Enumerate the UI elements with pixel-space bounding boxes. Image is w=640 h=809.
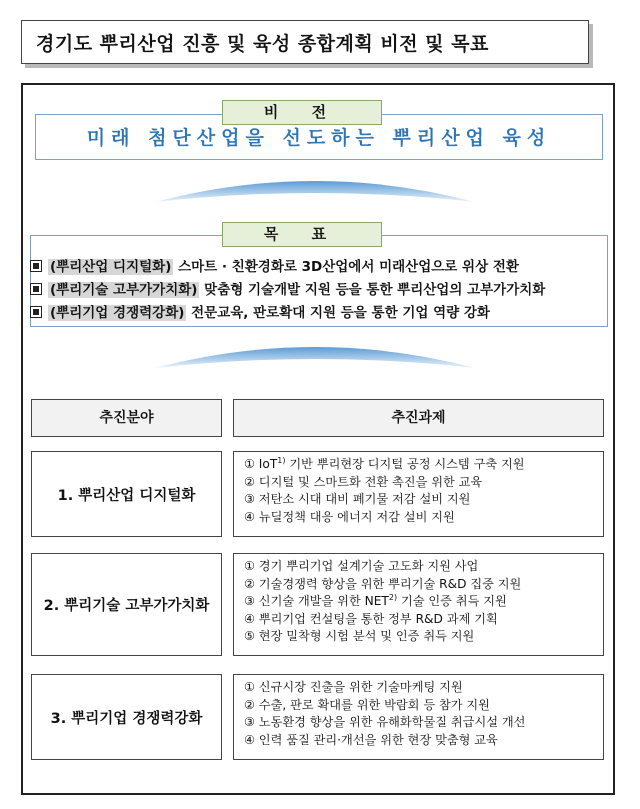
task-item: ④ 인력 품질 관리·개선을 위한 현장 맞춤형 교육 (244, 732, 498, 747)
goal-tag: (뿌리산업 디지털화) (50, 259, 172, 275)
area-high-value: 2. 뿌리기술 고부가가치화 (31, 553, 222, 656)
tasks-digital (233, 451, 604, 537)
bullet-square-icon (30, 260, 42, 272)
page-title: 경기도 뿌리산업 진흥 및 육성 종합계획 비전 및 목표 (21, 20, 589, 64)
vision-label-overlay: 비 전 (222, 100, 382, 125)
up-arrow-icon (155, 334, 475, 368)
task-item: ③ 노동환경 향상을 위한 유해화학물질 취급시설 개선 (244, 715, 526, 729)
task-item: ① 신규시장 진출을 위한 기술마케팅 지원 (244, 680, 463, 694)
area-competitiveness: 3. 뿌리기업 경쟁력강화 (31, 674, 222, 760)
task-item: ② 디지털 및 스마트화 전환 촉진을 위한 교육 (244, 474, 483, 489)
tasks-high-value (233, 553, 604, 656)
goal-tag: (뿌리기업 경쟁력강화) (50, 305, 185, 321)
goal-item (30, 301, 490, 321)
goal-text: 전문교육, 판로확대 지원 등을 통한 기업 역량 강화 (186, 305, 490, 321)
task-item: ⑤ 현장 밀착형 시험 분석 및 인증 취득 지원 (244, 629, 475, 643)
task-item: ① IoT$^{1)}$ 기반 뿌리현장 디지털 공정 시스템 구축 지원 (244, 455, 525, 471)
header-tasks: 추진과제 (233, 399, 604, 437)
task-item: ④ 뿌리기업 컨설팅을 통한 정부 R&D 과제 기획 (244, 611, 498, 626)
goal-item (30, 255, 519, 275)
task-item: ② 수출, 판로 확대를 위한 박람회 등 참가 지원 (244, 697, 490, 712)
task-item: ① 경기 뿌리기업 설계기술 고도화 지원 사업 (244, 559, 479, 573)
goal-item (30, 278, 545, 298)
task-item: ② 기술경쟁력 향상을 위한 뿌리기술 R&D 집중 지원 (244, 576, 522, 591)
goal-tag: (뿌리기술 고부가가치화) (50, 282, 198, 298)
task-item: ③ 신기술 개발을 위한 NET$^{2)}$ 기술 인증 취득 지원 (244, 592, 507, 608)
tasks-competitiveness (233, 674, 604, 760)
header-area: 추진분야 (31, 399, 222, 437)
goals-label: 목 표 (222, 222, 382, 247)
bullet-square-icon (30, 306, 42, 318)
task-item: ③ 저탄소 시대 대비 폐기물 저감 설비 지원 (244, 492, 471, 506)
up-arrow-icon (155, 168, 475, 202)
goal-text: 맞춤형 기술개발 지원 등을 통한 뿌리산업의 고부가가치화 (199, 282, 546, 298)
task-item: ④ 뉴딜정책 대응 에너지 저감 설비 지원 (244, 509, 455, 524)
vision-text: 미래 첨단산업을 선도하는 뿌리산업 육성 (35, 114, 603, 160)
goal-text: 스마트 · 친환경화로 3D산업에서 미래산업으로 위상 전환 (173, 259, 519, 275)
bullet-square-icon (30, 283, 42, 295)
area-digital: 1. 뿌리산업 디지털화 (31, 451, 222, 537)
